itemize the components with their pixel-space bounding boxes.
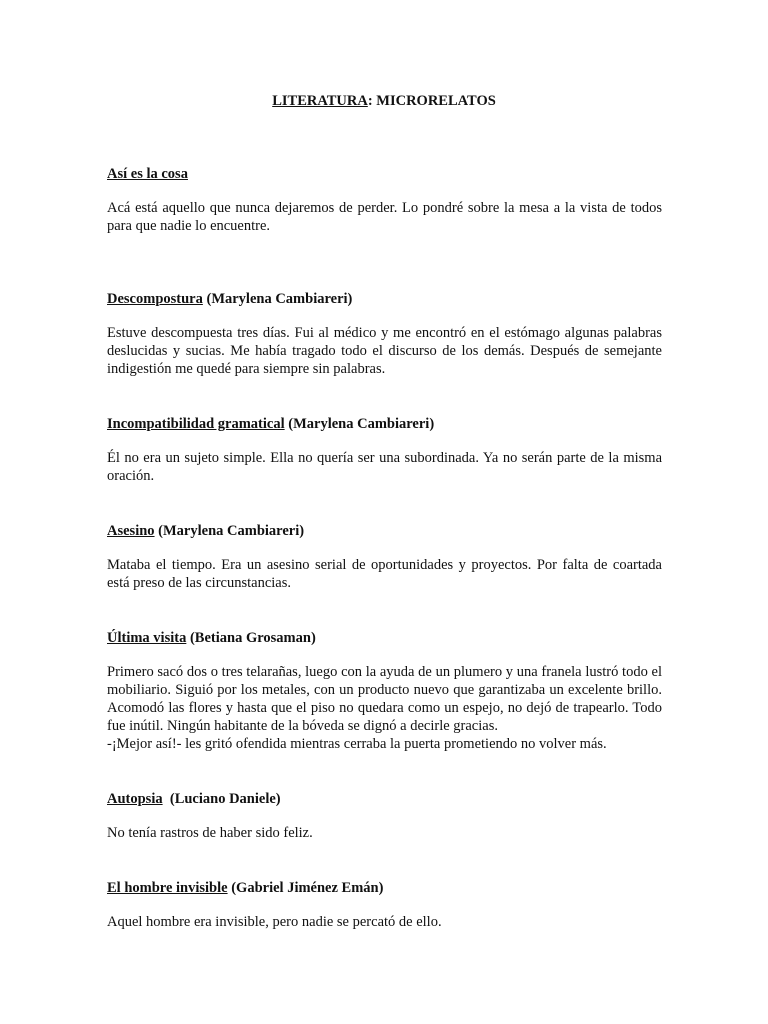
story-author: (Luciano Daniele) <box>162 791 281 807</box>
page-title <box>0 92 768 110</box>
story-heading <box>107 415 662 433</box>
story-body <box>107 824 662 842</box>
story-body <box>107 913 662 931</box>
story-paragraph: No tenía rastros de haber sido feliz. <box>107 825 313 841</box>
story-title: Asesino <box>107 523 155 539</box>
story-paragraph: Acá está aquello que nunca dejaremos de perder. Lo pondré sobre la mesa a la vista de todos para que nadie lo encuentre. <box>107 200 662 234</box>
story-title: Descompostura <box>107 291 203 307</box>
story-title: Así es la cosa <box>107 166 188 182</box>
story-asesino <box>107 522 662 592</box>
story-paragraph: Primero sacó dos o tres telarañas, luego con la ayuda de un plumero y una franela lustró todo el mobiliario. Siguió por los metales, con un producto nuevo que garantizaba un excelente brillo. Acomodó las flores y hasta que el piso no quedara como un espejo, no dejó de trapearlo. Todo fue inútil. Ningún habitante de la bóveda se dignó a decirle gracias. <box>107 664 662 734</box>
story-title: El hombre invisible <box>107 880 228 896</box>
story-body <box>107 449 662 485</box>
story-paragraph: Él no era un sujeto simple. Ella no quería ser una subordinada. Ya no serán parte de la misma oración. <box>107 450 662 484</box>
story-author: (Marylena Cambiareri) <box>154 523 305 539</box>
story-heading <box>107 522 662 540</box>
story-body <box>107 556 662 592</box>
story-asi-es-la-cosa <box>107 165 662 235</box>
story-heading <box>107 790 662 808</box>
story-heading <box>107 879 662 897</box>
page-title-main: LITERATURA <box>272 93 368 109</box>
story-el-hombre-invisible <box>107 879 662 931</box>
story-heading <box>107 629 662 647</box>
story-autopsia <box>107 790 662 842</box>
story-paragraph: Estuve descompuesta tres días. Fui al médico y me encontró en el estómago algunas palabras deslucidas y sucias. Me había tragado todo el discurso de los demás. Después de semejante indigestión me quedé para siempre sin palabras. <box>107 325 662 377</box>
page-title-separator: : <box>367 93 373 109</box>
story-paragraph: Mataba el tiempo. Era un asesino serial de oportunidades y proyectos. Por falta de coartada está preso de las circunstancias. <box>107 557 662 591</box>
story-descompostura <box>107 290 662 378</box>
page-title-sub: MICRORELATOS <box>372 93 496 109</box>
story-title: Incompatibilidad gramatical <box>107 416 285 432</box>
story-ultima-visita <box>107 629 662 753</box>
story-paragraph: Aquel hombre era invisible, pero nadie se percató de ello. <box>107 914 442 930</box>
story-incompatibilidad-gramatical <box>107 415 662 485</box>
story-title: Autopsia <box>107 791 163 807</box>
story-body <box>107 324 662 378</box>
story-author: (Marylena Cambiareri) <box>202 291 353 307</box>
story-paragraph: -¡Mejor así!- les gritó ofendida mientras cerraba la puerta prometiendo no volver más. <box>107 736 607 752</box>
story-heading <box>107 290 662 308</box>
story-body <box>107 199 662 235</box>
story-author: (Betiana Grosaman) <box>186 630 316 646</box>
story-author: (Gabriel Jiménez Emán) <box>227 880 384 896</box>
story-heading <box>107 165 662 183</box>
story-title: Última visita <box>107 630 187 646</box>
story-body <box>107 663 662 753</box>
story-author: (Marylena Cambiareri) <box>284 416 435 432</box>
